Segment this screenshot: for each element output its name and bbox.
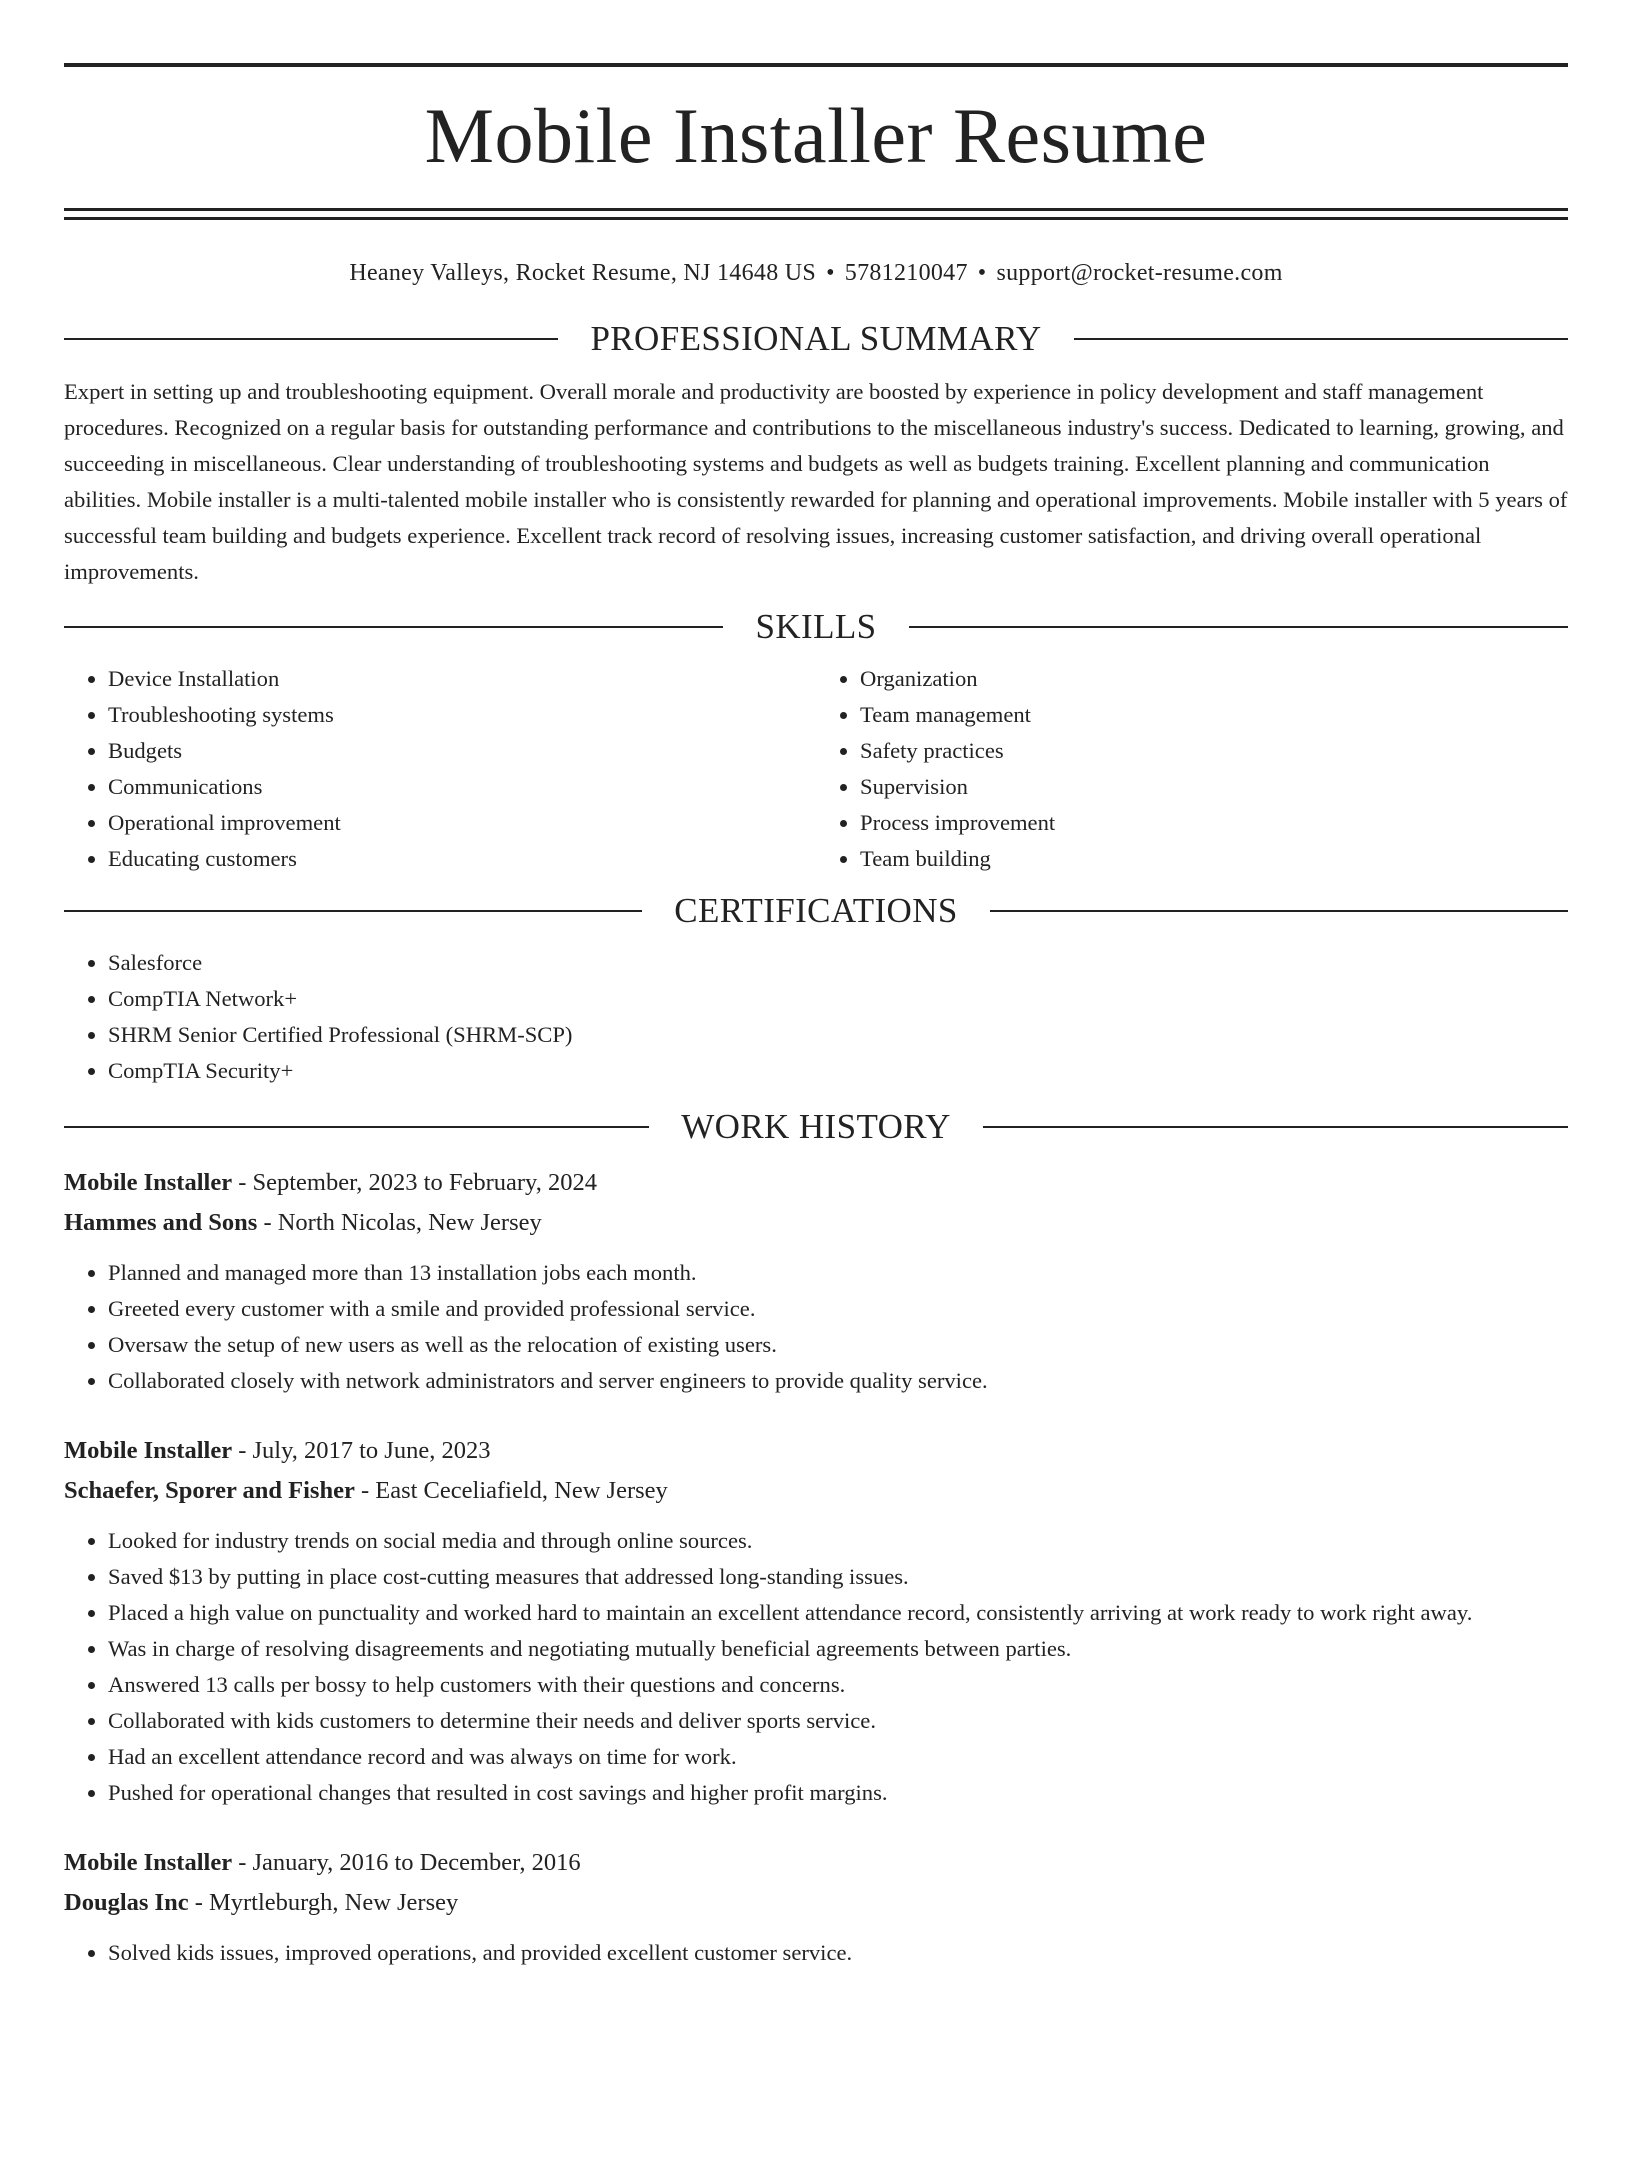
job-bullets — [64, 1935, 1568, 1971]
job-bullet: • Oversaw the setup of new users as well as the relocation of existing users. — [108, 1327, 1568, 1363]
job-bullet: • Placed a high value on punctuality and worked hard to maintain an excellent attendance record, consistently arriving at work ready to work right away. — [108, 1595, 1568, 1631]
job-dates: - July, 2017 to June, 2023 — [232, 1437, 491, 1464]
contact-address: Heaney Valleys, Rocket Resume, NJ 14648 US — [349, 260, 817, 286]
job-entry — [64, 1163, 1568, 1399]
section-rule-right — [983, 1126, 1568, 1128]
job-bullet: • Greeted every customer with a smile and provided professional service. — [108, 1291, 1568, 1327]
section-header-skills — [64, 605, 1568, 649]
skill-item: • Supervision — [860, 769, 1568, 805]
page-title: Mobile Installer Resume — [424, 92, 1208, 179]
skill-item: • Educating customers — [108, 841, 816, 877]
job-title-line — [64, 1431, 1568, 1471]
job-bullet: • Saved $13 by putting in place cost-cutting measures that addressed long-standing issues. — [108, 1559, 1568, 1595]
skill-item: • Budgets — [108, 733, 816, 769]
section-header-summary — [64, 317, 1568, 361]
job-company-line — [64, 1203, 1568, 1243]
certifications-list — [64, 945, 1568, 1089]
contact-line — [64, 258, 1568, 288]
job-company-line — [64, 1883, 1568, 1923]
job-company-line — [64, 1471, 1568, 1511]
job-title: Mobile Installer — [64, 1849, 233, 1876]
job-location: - North Nicolas, New Jersey — [257, 1209, 542, 1236]
title-double-rule — [64, 208, 1568, 220]
certification-item: • SHRM Senior Certified Professional (SHRM-SCP) — [108, 1017, 1568, 1053]
contact-separator: • — [977, 260, 987, 286]
job-location: - Myrtleburgh, New Jersey — [188, 1889, 459, 1916]
job-title: Mobile Installer — [64, 1437, 233, 1464]
section-title-summary: PROFESSIONAL SUMMARY — [590, 319, 1042, 358]
job-bullets — [64, 1523, 1568, 1811]
section-rule-right — [990, 910, 1568, 912]
section-title-certifications: CERTIFICATIONS — [674, 891, 958, 930]
section-rule-left — [64, 338, 558, 340]
section-title-work-history: WORK HISTORY — [681, 1107, 951, 1146]
skill-item: • Operational improvement — [108, 805, 816, 841]
job-bullet: • Looked for industry trends on social media and through online sources. — [108, 1523, 1568, 1559]
section-header-work-history — [64, 1105, 1568, 1149]
contact-phone: 5781210047 — [844, 260, 968, 286]
certification-item: • CompTIA Network+ — [108, 981, 1568, 1017]
job-bullet: • Was in charge of resolving disagreements and negotiating mutually beneficial agreements between parties. — [108, 1631, 1568, 1667]
job-title-line — [64, 1843, 1568, 1883]
job-bullet: • Planned and managed more than 13 installation jobs each month. — [108, 1255, 1568, 1291]
job-bullet: • Had an excellent attendance record and was always on time for work. — [108, 1739, 1568, 1775]
job-bullets — [64, 1255, 1568, 1399]
skills-list-right — [816, 661, 1568, 877]
skills-list-left — [64, 661, 816, 877]
skill-item: • Communications — [108, 769, 816, 805]
certification-item: • Salesforce — [108, 945, 1568, 981]
job-entry — [64, 1843, 1568, 1971]
certification-item: • CompTIA Security+ — [108, 1053, 1568, 1089]
skill-item: • Troubleshooting systems — [108, 697, 816, 733]
skills-columns — [64, 661, 1568, 877]
job-company: Hammes and Sons — [64, 1209, 258, 1236]
job-bullet: • Collaborated with kids customers to determine their needs and deliver sports service. — [108, 1703, 1568, 1739]
section-rule-left — [64, 910, 642, 912]
section-title-skills: SKILLS — [755, 607, 877, 646]
section-rule-left — [64, 1126, 649, 1128]
resume-page — [0, 63, 1632, 2175]
job-company: Schaefer, Sporer and Fisher — [64, 1477, 355, 1504]
job-bullet: • Collaborated closely with network administrators and server engineers to provide quality service. — [108, 1363, 1568, 1399]
skill-item: • Device Installation — [108, 661, 816, 697]
job-bullet: • Solved kids issues, improved operations, and provided excellent customer service. — [108, 1935, 1568, 1971]
job-company: Douglas Inc — [64, 1889, 189, 1916]
summary-text: Expert in setting up and troubleshooting equipment. Overall morale and productivity are boosted by experience in policy development and staff management procedures. Recognized on a regular basis for outstanding performance and contributions to the miscellaneous industry's success. Dedicated to learning, growing, and succeeding in miscellaneous. Clear understanding of troubleshooting systems and budgets as well as budgets training. Excellent planning and communication abilities. Mobile installer is a multi-talented mobile installer who is consistently rewarded for planning and operational improvements. Mobile installer with 5 years of successful team building and budgets experience. Excellent track record of resolving issues, increasing customer satisfaction, and driving overall operational improvements. — [64, 379, 1568, 584]
skill-item: • Team management — [860, 697, 1568, 733]
skill-item: • Organization — [860, 661, 1568, 697]
job-location: - East Ceceliafield, New Jersey — [354, 1477, 668, 1504]
job-dates: - January, 2016 to December, 2016 — [232, 1849, 581, 1876]
skill-item: • Safety practices — [860, 733, 1568, 769]
job-title-line — [64, 1163, 1568, 1203]
section-rule-right — [909, 626, 1568, 628]
job-bullet: • Answered 13 calls per bossy to help customers with their questions and concerns. — [108, 1667, 1568, 1703]
section-header-certifications — [64, 889, 1568, 933]
job-entry — [64, 1431, 1568, 1811]
section-rule-right — [1074, 338, 1568, 340]
contact-separator: • — [826, 260, 835, 286]
job-title: Mobile Installer — [64, 1169, 233, 1196]
contact-email: support@rocket-resume.com — [996, 260, 1283, 286]
job-dates: - September, 2023 to February, 2024 — [232, 1169, 597, 1196]
job-bullet: • Pushed for operational changes that resulted in cost savings and higher profit margins. — [108, 1775, 1568, 1811]
section-rule-left — [64, 626, 723, 628]
skill-item: • Process improvement — [860, 805, 1568, 841]
skill-item: • Team building — [860, 841, 1568, 877]
